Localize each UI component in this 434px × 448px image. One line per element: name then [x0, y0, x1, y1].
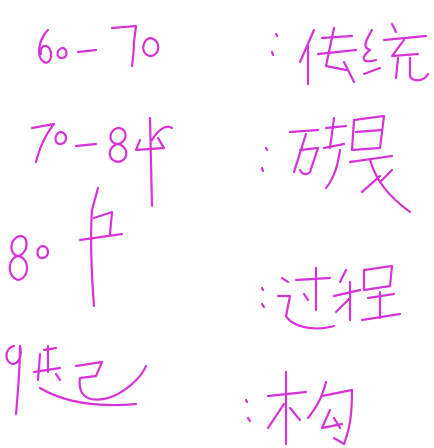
row-1-range-ink — [39, 26, 158, 66]
row-3-range-ink — [10, 188, 122, 306]
row-3-separator-ink — [262, 288, 264, 307]
row-1-separator-ink — [272, 34, 277, 55]
row-2-term-ink — [290, 116, 410, 212]
row-3-term-ink — [278, 266, 400, 328]
row-2-separator-ink — [262, 148, 267, 171]
row-2-range-ink — [32, 118, 172, 206]
row-1-term-ink — [300, 24, 428, 84]
row-4-separator-ink — [246, 400, 250, 421]
row-4-range-ink — [7, 346, 147, 414]
row-4-term-ink — [268, 372, 352, 444]
